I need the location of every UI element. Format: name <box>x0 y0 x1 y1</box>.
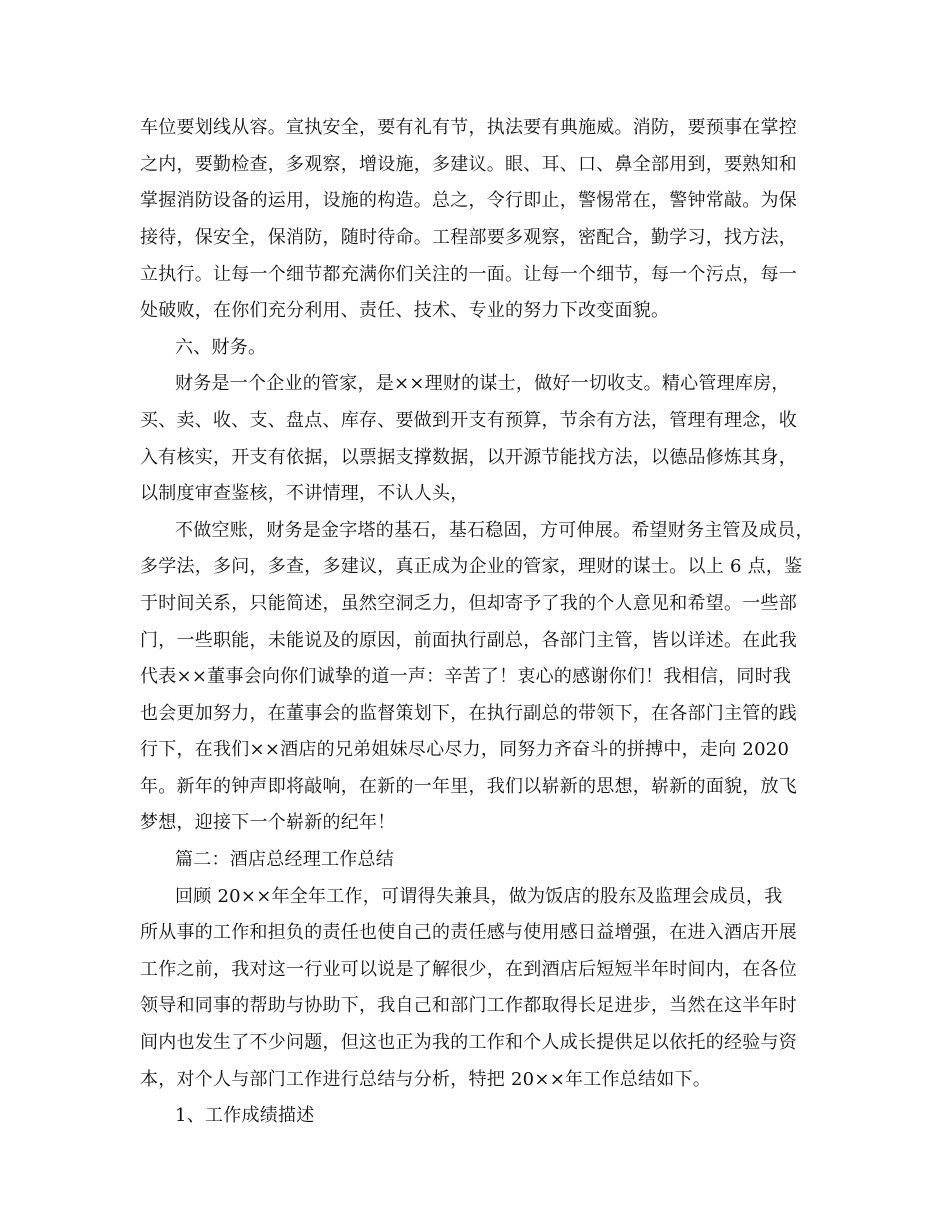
text-line: 领导和同事的帮助与协助下，我自己和部门工作都取得长足进步，当然在这半年时 <box>140 995 797 1016</box>
text-line: 立执行。让每一个细节都充满你们关注的一面。让每一个细节，每一个污点，每一 <box>140 264 797 285</box>
text-line: 买、卖、收、支、盘点、库存、要做到开支有预算，节余有方法，管理有理念，收 <box>140 410 797 431</box>
section-heading: 六、财务。 <box>175 337 267 358</box>
text-line: 本，对个人与部门工作进行总结与分析，特把 20××年工作总结如下。 <box>140 1069 712 1090</box>
text-line: 也会更加努力，在董事会的监督策划下，在执行副总的带领下，在各部门主管的践 <box>140 703 797 724</box>
text-line: 梦想，迎接下一个崭新的纪年！ <box>140 812 396 833</box>
text-line: 以制度审查鉴核，不讲情理，不认人头， <box>140 483 469 504</box>
text-line: 之内，要勤检查，多观察，增设施，多建议。眼、耳、口、鼻全部用到，要熟知和 <box>140 154 797 175</box>
paragraph-first-line: 回顾 20××年全年工作，可谓得失兼具，做为饭店的股东及监理会成员，我 <box>175 886 783 907</box>
text-line: 所从事的工作和担负的责任也使自己的责任感与使用感日益增强，在进入酒店开展 <box>140 922 797 943</box>
text-line: 多学法，多问，多查，多建议，真正成为企业的管家，理财的谋士。以上 6 点，鉴 <box>140 556 803 577</box>
text-line: 车位要划线从容。宣执安全，要有礼有节，执法要有典施威。消防，要预事在掌控 <box>140 117 797 138</box>
text-line: 行下，在我们××酒店的兄弟姐妹尽心尽力，同努力齐奋斗的拼搏中，走向 2020 <box>140 739 790 760</box>
text-line: 接待，保安全，保消防，随时待命。工程部要多观察，密配合，勤学习，找方法， <box>140 227 797 248</box>
text-line: 代表××董事会向你们诚挚的道一声：辛苦了！衷心的感谢你们！我相信，同时我 <box>140 666 792 687</box>
section-heading: 篇二：酒店总经理工作总结 <box>175 849 394 870</box>
section-heading: 1、工作成绩描述 <box>175 1105 315 1126</box>
text-line: 工作之前，我对这一行业可以说是了解很少，在到酒店后短短半年时间内，在各位 <box>140 959 797 980</box>
paragraph-first-line: 财务是一个企业的管家，是××理财的谋士，做好一切收支。精心管理库房， <box>175 373 790 394</box>
text-line: 处破败，在你们充分利用、责任、技术、专业的努力下改变面貌。 <box>140 300 670 321</box>
text-line: 入有核实，开支有依据，以票据支撑数据，以开源节能找方法，以德品修炼其身， <box>140 447 797 468</box>
text-line: 年。新年的钟声即将敲响，在新的一年里，我们以崭新的思想，崭新的面貌，放飞 <box>140 776 797 797</box>
text-line: 掌握消防设备的运用，设施的构造。总之，令行即止，警惕常在，警钟常敲。为保 <box>140 190 797 211</box>
text-line: 门，一些职能，未能说及的原因，前面执行副总，各部门主管，皆以详述。在此我 <box>140 630 797 651</box>
text-line: 于时间关系，只能简述，虽然空洞乏力，但却寄予了我的个人意见和希望。一些部 <box>140 593 797 614</box>
paragraph-first-line: 不做空账，财务是金字塔的基石，基石稳固，方可伸展。希望财务主管及成员， <box>175 520 814 541</box>
text-line: 间内也发生了不少问题，但这也正为我的工作和个人成长提供足以依托的经验与资 <box>140 1032 797 1053</box>
